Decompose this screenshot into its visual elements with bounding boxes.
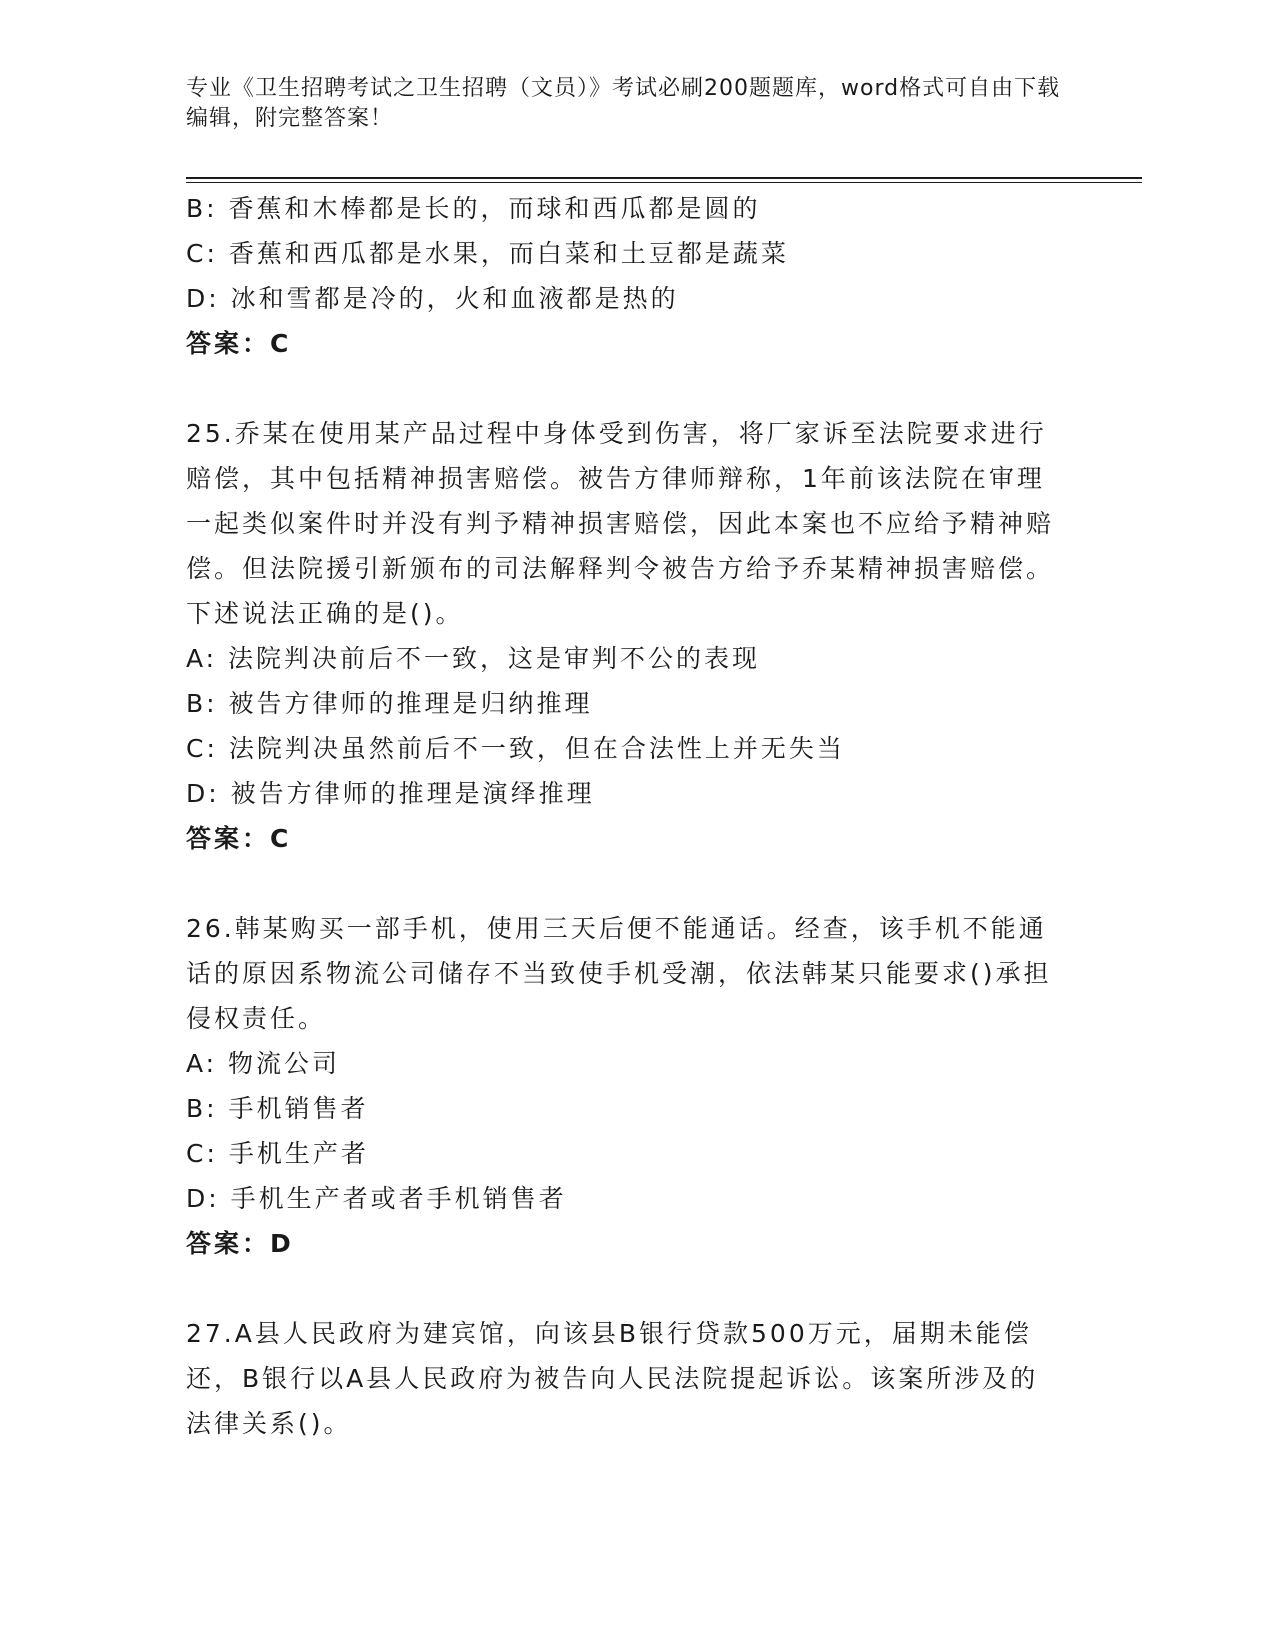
header-divider-thick (186, 177, 1142, 179)
option-d: D: 被告方律师的推理是演绎推理 (186, 779, 595, 808)
option-b: B: 手机销售者 (186, 1094, 369, 1123)
option-b: B: 香蕉和木棒都是长的，而球和西瓜都是圆的 (186, 194, 761, 223)
question-26 (186, 906, 1086, 1266)
question-25 (186, 411, 1086, 861)
spacer (186, 366, 1086, 411)
option-c: C: 法院判决虽然前后不一致，但在合法性上并无失当 (186, 734, 845, 763)
question-content (186, 186, 1086, 1446)
answer: 答案：C (186, 329, 292, 358)
question-stem: 25.乔某在使用某产品过程中身体受到伤害，将厂家诉至法院要求进行赔偿，其中包括精神损害赔偿。被告方律师辩称，1年前该法院在审理一起类似案件时并没有判予精神损害赔偿，因此本案也不应给予精神赔偿。但法院援引新颁布的司法解释判令被告方给予乔某精神损害赔偿。下述说法正确的是()。 (186, 419, 1055, 628)
option-d: D: 手机生产者或者手机销售者 (186, 1184, 567, 1213)
option-a: A: 物流公司 (186, 1049, 341, 1078)
option-c: C: 香蕉和西瓜都是水果，而白菜和土豆都是蔬菜 (186, 239, 789, 268)
option-c: C: 手机生产者 (186, 1139, 369, 1168)
spacer (186, 861, 1086, 906)
option-b: B: 被告方律师的推理是归纳推理 (186, 689, 593, 718)
document-header: 专业《卫生招聘考试之卫生招聘（文员）》考试必刷200题题库，word格式可自由下载编辑，附完整答案！ (186, 76, 1061, 131)
answer: 答案：C (186, 824, 292, 853)
header-divider-thin (186, 182, 1142, 183)
answer: 答案：D (186, 1229, 294, 1258)
question-27 (186, 1311, 1086, 1446)
option-d: D: 冰和雪都是冷的，火和血液都是热的 (186, 284, 679, 313)
question-24-tail (186, 186, 1086, 366)
spacer (186, 1266, 1086, 1311)
option-a: A: 法院判决前后不一致，这是审判不公的表现 (186, 644, 761, 673)
question-stem: 27.A县人民政府为建宾馆，向该县B银行贷款500万元，届期未能偿还，B银行以A县人民政府为被告向人民法院提起诉讼。该案所涉及的法律关系()。 (186, 1319, 1039, 1438)
question-stem: 26.韩某购买一部手机，使用三天后便不能通话。经查，该手机不能通话的原因系物流公司储存不当致使手机受潮，依法韩某只能要求()承担侵权责任。 (186, 914, 1052, 1033)
